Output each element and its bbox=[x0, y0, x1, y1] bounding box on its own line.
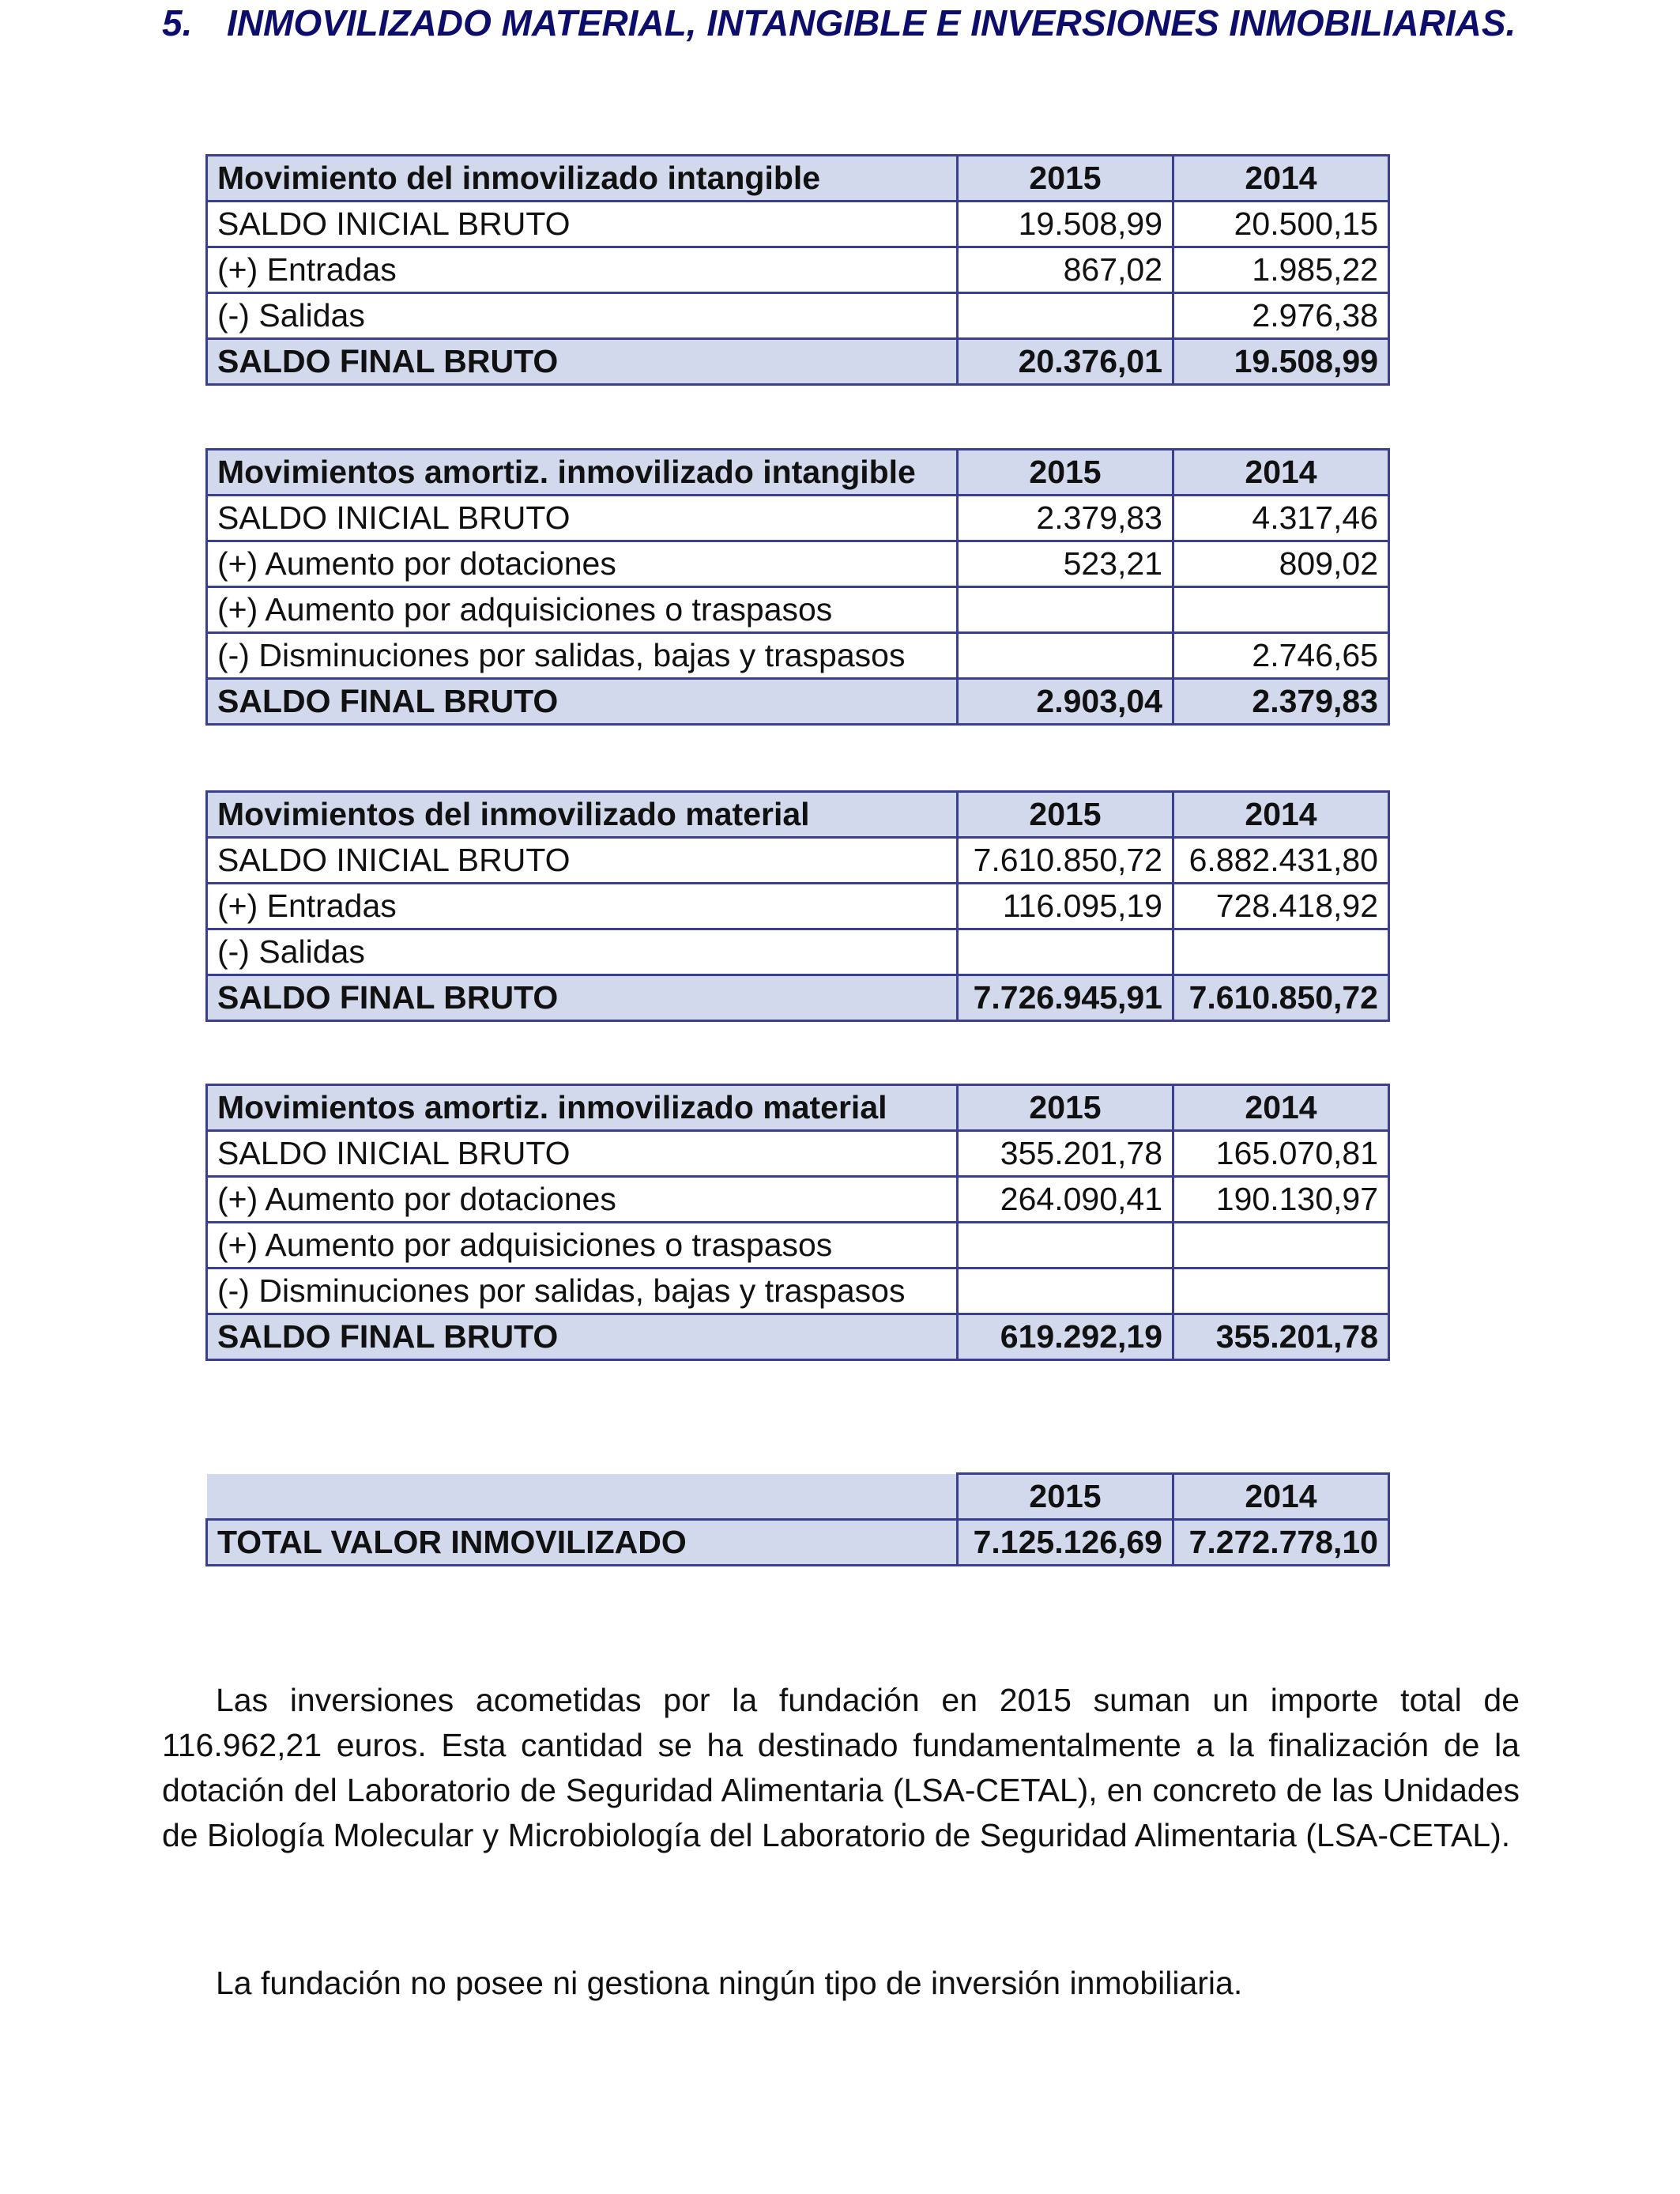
table-title: Movimientos amortiz. inmovilizado material bbox=[207, 1085, 958, 1131]
year-header: 2014 bbox=[1173, 156, 1389, 202]
value-2014: 1.985,22 bbox=[1173, 247, 1389, 293]
table-header-row bbox=[207, 450, 1389, 496]
summary-2014: 7.272.778,10 bbox=[1173, 1520, 1389, 1566]
total-label: SALDO FINAL BRUTO bbox=[207, 1314, 958, 1360]
year-header: 2014 bbox=[1173, 1085, 1389, 1131]
total-2015: 2.903,04 bbox=[958, 679, 1173, 725]
table-row bbox=[207, 587, 1389, 633]
section-number: 5. bbox=[162, 2, 193, 43]
value-2014 bbox=[1173, 1269, 1389, 1314]
year-header: 2015 bbox=[958, 1474, 1173, 1520]
table-row bbox=[207, 496, 1389, 541]
value-2015: 116.095,19 bbox=[958, 884, 1173, 929]
row-label: SALDO INICIAL BRUTO bbox=[207, 496, 958, 541]
value-2015 bbox=[958, 1269, 1173, 1314]
year-header: 2015 bbox=[958, 450, 1173, 496]
intangible-movement-table bbox=[205, 154, 1390, 386]
table-title: Movimiento del inmovilizado intangible bbox=[207, 156, 958, 202]
total-row bbox=[207, 1314, 1389, 1360]
year-header: 2014 bbox=[1173, 1474, 1389, 1520]
table-header-row bbox=[207, 156, 1389, 202]
table-row bbox=[207, 1223, 1389, 1269]
value-2015: 867,02 bbox=[958, 247, 1173, 293]
intangible-amortization-table bbox=[205, 448, 1390, 726]
value-2015: 2.379,83 bbox=[958, 496, 1173, 541]
value-2014: 728.418,92 bbox=[1173, 884, 1389, 929]
section-title: INMOVILIZADO MATERIAL, INTANGIBLE E INVERSIONES INMOBILIARIAS. bbox=[227, 2, 1516, 43]
total-label: SALDO FINAL BRUTO bbox=[207, 679, 958, 725]
year-header: 2014 bbox=[1173, 450, 1389, 496]
summary-header-row bbox=[207, 1474, 1389, 1520]
total-row bbox=[207, 679, 1389, 725]
table-row bbox=[207, 1177, 1389, 1223]
total-2014: 2.379,83 bbox=[1173, 679, 1389, 725]
value-2015 bbox=[958, 587, 1173, 633]
total-2014: 355.201,78 bbox=[1173, 1314, 1389, 1360]
value-2015: 7.610.850,72 bbox=[958, 838, 1173, 884]
summary-empty-cell bbox=[207, 1474, 958, 1520]
table-row bbox=[207, 1131, 1389, 1177]
row-label: SALDO INICIAL BRUTO bbox=[207, 838, 958, 884]
year-header: 2014 bbox=[1173, 792, 1389, 838]
table-row bbox=[207, 202, 1389, 247]
value-2014: 20.500,15 bbox=[1173, 202, 1389, 247]
year-header: 2015 bbox=[958, 156, 1173, 202]
table-row bbox=[207, 541, 1389, 587]
value-2015: 19.508,99 bbox=[958, 202, 1173, 247]
value-2014 bbox=[1173, 1223, 1389, 1269]
total-label: SALDO FINAL BRUTO bbox=[207, 339, 958, 385]
table-title: Movimientos amortiz. inmovilizado intangible bbox=[207, 450, 958, 496]
section-heading bbox=[162, 2, 1516, 44]
investment-paragraph: Las inversiones acometidas por la fundación en 2015 suman un importe total de 116.962,21 euros. Esta cantidad se ha destinado fundamentalmente a la finalización de la dotación del Laboratorio de Seguridad Alimentaria (LSA-CETAL), en concreto de las Unidades de Biología Molecular y Microbiología del Laboratorio de Seguridad Alimentaria (LSA-CETAL). bbox=[162, 1682, 1520, 1853]
total-2014: 19.508,99 bbox=[1173, 339, 1389, 385]
material-amortization-table bbox=[205, 1084, 1390, 1361]
table-row bbox=[207, 838, 1389, 884]
real-estate-paragraph: La fundación no posee ni gestiona ningún tipo de inversión inmobiliaria. bbox=[216, 1965, 1243, 2001]
table-row bbox=[207, 633, 1389, 679]
table-row bbox=[207, 929, 1389, 975]
material-movement-table bbox=[205, 790, 1390, 1022]
value-2015: 264.090,41 bbox=[958, 1177, 1173, 1223]
total-value-table bbox=[205, 1472, 1390, 1566]
value-2014: 2.976,38 bbox=[1173, 293, 1389, 339]
year-header: 2015 bbox=[958, 792, 1173, 838]
row-label: (-) Salidas bbox=[207, 929, 958, 975]
value-2014: 190.130,97 bbox=[1173, 1177, 1389, 1223]
value-2014: 165.070,81 bbox=[1173, 1131, 1389, 1177]
summary-2015: 7.125.126,69 bbox=[958, 1520, 1173, 1566]
table-title: Movimientos del inmovilizado material bbox=[207, 792, 958, 838]
table-row bbox=[207, 293, 1389, 339]
value-2014 bbox=[1173, 587, 1389, 633]
total-row bbox=[207, 339, 1389, 385]
total-row bbox=[207, 975, 1389, 1021]
row-label: SALDO INICIAL BRUTO bbox=[207, 202, 958, 247]
row-label: (+) Entradas bbox=[207, 247, 958, 293]
row-label: (+) Entradas bbox=[207, 884, 958, 929]
total-label: SALDO FINAL BRUTO bbox=[207, 975, 958, 1021]
total-2015: 20.376,01 bbox=[958, 339, 1173, 385]
table-row bbox=[207, 247, 1389, 293]
value-2015: 523,21 bbox=[958, 541, 1173, 587]
total-2015: 7.726.945,91 bbox=[958, 975, 1173, 1021]
table-header-row bbox=[207, 792, 1389, 838]
year-header: 2015 bbox=[958, 1085, 1173, 1131]
row-label: (+) Aumento por dotaciones bbox=[207, 541, 958, 587]
total-2015: 619.292,19 bbox=[958, 1314, 1173, 1360]
value-2015 bbox=[958, 929, 1173, 975]
value-2014: 809,02 bbox=[1173, 541, 1389, 587]
value-2014: 6.882.431,80 bbox=[1173, 838, 1389, 884]
value-2014 bbox=[1173, 929, 1389, 975]
value-2015 bbox=[958, 293, 1173, 339]
value-2015 bbox=[958, 1223, 1173, 1269]
row-label: (-) Disminuciones por salidas, bajas y traspasos bbox=[207, 1269, 958, 1314]
summary-total-row bbox=[207, 1520, 1389, 1566]
total-2014: 7.610.850,72 bbox=[1173, 975, 1389, 1021]
value-2014: 2.746,65 bbox=[1173, 633, 1389, 679]
row-label: (-) Disminuciones por salidas, bajas y traspasos bbox=[207, 633, 958, 679]
row-label: (+) Aumento por adquisiciones o traspasos bbox=[207, 1223, 958, 1269]
table-header-row bbox=[207, 1085, 1389, 1131]
table-row bbox=[207, 884, 1389, 929]
value-2014: 4.317,46 bbox=[1173, 496, 1389, 541]
value-2015: 355.201,78 bbox=[958, 1131, 1173, 1177]
table-row bbox=[207, 1269, 1389, 1314]
summary-label: TOTAL VALOR INMOVILIZADO bbox=[207, 1520, 958, 1566]
row-label: SALDO INICIAL BRUTO bbox=[207, 1131, 958, 1177]
row-label: (+) Aumento por adquisiciones o traspasos bbox=[207, 587, 958, 633]
row-label: (-) Salidas bbox=[207, 293, 958, 339]
row-label: (+) Aumento por dotaciones bbox=[207, 1177, 958, 1223]
value-2015 bbox=[958, 633, 1173, 679]
